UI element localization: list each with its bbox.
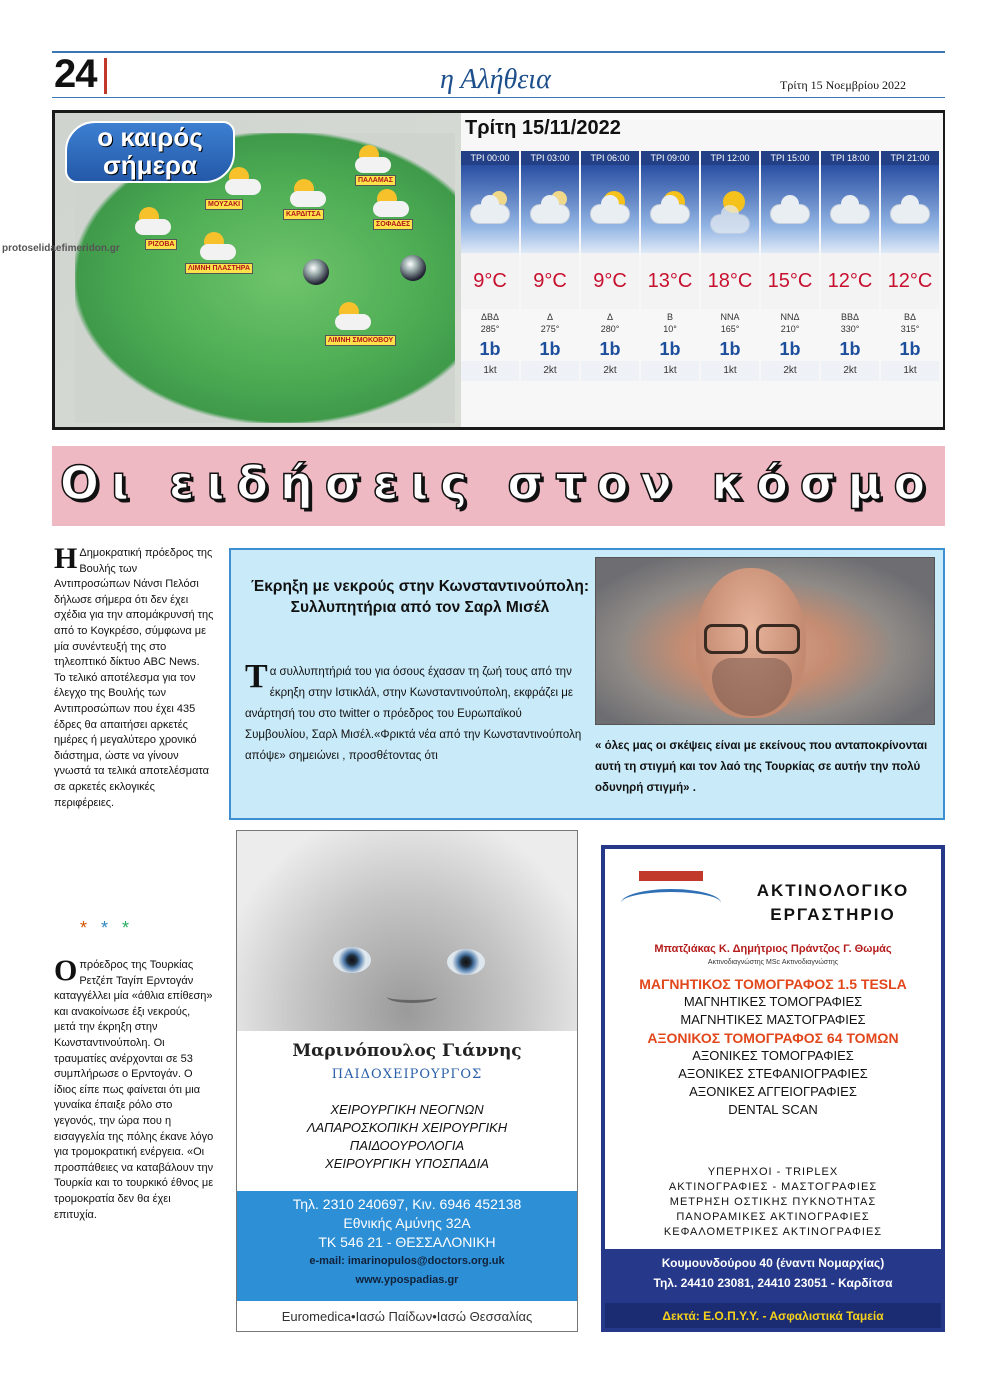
ad-pediatric-surgeon: [236, 830, 578, 1332]
city-label: ΜΟΥΖΑΚΙ: [205, 199, 243, 210]
service-item: ΑΞΟΝΙΚΕΣ ΑΓΓΕΙΟΓΡΑΦΙΕΣ: [689, 1084, 857, 1099]
forecast-sky: [821, 165, 879, 253]
forecast-wind-direction: [821, 309, 879, 337]
forecast-wind-direction: [761, 309, 819, 337]
masthead-logo: η Αλήθεια: [440, 64, 551, 95]
article-erdogan: [54, 954, 214, 1223]
forecast-sky: [461, 165, 519, 253]
forecast-time: ΤΡΙ 03:00: [521, 151, 579, 165]
section-title: Οι ειδήσεις στον κόσμο: [59, 456, 938, 510]
news-headline: Έκρηξη με νεκρούς στην Κωνσταντινούπολη: Συλλυπητήρια από τον Σαρλ Μισέλ: [250, 578, 589, 616]
forecast-column: [641, 151, 699, 427]
news-box: [229, 548, 945, 820]
forecast-knots: 2kt: [761, 361, 819, 381]
wind-direction-degrees: 275°: [540, 324, 560, 334]
doctor-city: ΤΚ 546 21 - ΘΕΣΣΑΛΟΝΙΚΗ: [318, 1234, 496, 1250]
moon-icon: [303, 259, 329, 285]
radiology-phones: Τηλ. 24410 23081, 24410 23051 - Καρδίτσα: [653, 1276, 893, 1290]
forecast-beaufort: 1b: [539, 339, 561, 359]
forecast-knots: 1kt: [701, 361, 759, 381]
wind-direction-degrees: 165°: [720, 324, 740, 334]
weather-map: [55, 113, 461, 427]
header-rule-top: [52, 51, 945, 53]
sun-cloud-icon: [591, 205, 629, 223]
service-item: ΑΞΟΝΙΚΕΣ ΤΟΜΟΓΡΑΦΙΕΣ: [692, 1048, 854, 1063]
wind-direction-degrees: 330°: [840, 324, 860, 334]
radiology-contact: [605, 1249, 941, 1303]
forecast-wind-direction: [881, 309, 939, 337]
radiology-address: Κουμουνδούρου 40 (έναντι Νομαρχίας): [661, 1256, 885, 1270]
forecast-time: ΤΡΙ 18:00: [821, 151, 879, 165]
city-label: ΛΙΜΝΗ ΣΜΟΚΟΒΟΥ: [325, 335, 396, 346]
forecast-time: ΤΡΙ 06:00: [581, 151, 639, 165]
baby-eye: [333, 947, 371, 973]
forecast-column: [521, 151, 579, 427]
wind-direction-label: ΝΝΔ: [780, 312, 800, 322]
service-item: ΜΑΓΝΗΤΙΚΕΣ ΜΑΣΤΟΓΡΑΦΙΕΣ: [680, 1012, 866, 1027]
forecast-time: ΤΡΙ 21:00: [881, 151, 939, 165]
radiology-title-line1: ΑΚΤΙΝΟΛΟΓΙΚΟ: [756, 881, 910, 900]
forecast-beaufort: 1b: [659, 339, 681, 359]
weather-logo: [65, 121, 235, 183]
forecast-column: [881, 151, 939, 427]
forecast-column: [701, 151, 759, 427]
wind-direction-label: ΔΒΔ: [480, 312, 500, 322]
forecast-time: ΤΡΙ 15:00: [761, 151, 819, 165]
forecast-temperature: 12°C: [881, 253, 939, 309]
radiology-services: [605, 975, 941, 1119]
city-label: ΚΑΡΔΙΤΣΑ: [283, 209, 324, 220]
article-text: Δημοκρατική πρόεδρος της Βουλής των Αντιπροσώπων Νάνσι Πελόσι δήλωσε σήμερα ότι δεν έχει σχέδια για την απομάκρυνσή της από το Κογκρέσο, σύμφωνα με μία συνέντευξή της στο τηλεοπτικό δίκτυο ABC News. Το τελικό αποτέλεσμα για τον έλεγχο της Βουλής των Αντιπροσώπων που έχει 435 έδρες θα απαιτήσει αρκετές ημέρες ή μεγαλύτερο χρονικό διάστημα, ώστε να γίνουν γνωστά τα τελικά αποτελέσματα σε αρκετές εκλογικές περιφέρειες.: [54, 547, 214, 809]
forecast-column: [581, 151, 639, 427]
radiology-logo: [621, 871, 721, 923]
cloud-icon: [711, 215, 749, 233]
drop-cap: Η: [54, 542, 78, 575]
issue-date: Τρίτη 15 Νοεμβρίου 2022: [780, 78, 907, 92]
forecast-knots: 1kt: [881, 361, 939, 381]
service-item: ΥΠΕΡΗΧΟΙ - TRIPLEX: [707, 1166, 839, 1178]
doctor-phone: Τηλ. 2310 240697, Κιν. 6946 452138: [292, 1196, 522, 1212]
forecast-time: ΤΡΙ 12:00: [701, 151, 759, 165]
wind-direction-label: Β: [666, 312, 673, 322]
service-item: ΠΑΝΟΡΑΜΙΚΕΣ ΑΚΤΙΝΟΓΡΑΦΙΕΣ: [676, 1211, 870, 1223]
wind-direction-label: ΒΔ: [903, 312, 916, 322]
wind-direction-degrees: 315°: [900, 324, 920, 334]
doctor-name: Μαρινόπουλος Γιάννης: [292, 1041, 522, 1061]
weather-logo-line1: ο καιρός: [97, 122, 203, 152]
news-quote: « όλες μας οι σκέψεις είναι με εκείνους που ανταποκρίνονται αυτή τη στιγμή και τον λαό της Τουρκίας σε αυτήν την πολύ οδυνηρή στιγμή» .: [595, 740, 928, 794]
forecast-knots: 2kt: [821, 361, 879, 381]
service-item: ΚΕΦΑΛΟΜΕΤΡΙΚΕΣ ΑΚΤΙΝΟΓΡΑΦΙΕΣ: [663, 1226, 883, 1238]
service-item: ΧΕΙΡΟΥΡΓΙΚΗ ΝΕΟΓΝΩΝ: [330, 1102, 484, 1117]
forecast-time: ΤΡΙ 00:00: [461, 151, 519, 165]
radiology-doctors: Μπατζιάκας Κ. Δημήτριος Πράντζος Γ. Θωμάς: [654, 943, 892, 955]
ct-heading: ΑΞΟΝΙΚΟΣ ΤΟΜΟΓΡΑΦΟΣ 64 ΤΟΜΩΝ: [647, 1030, 899, 1046]
service-item: ΑΚΤΙΝΟΓΡΑΦΙΕΣ - ΜΑΣΤΟΓΡΑΦΙΕΣ: [668, 1181, 878, 1193]
sun-cloud-icon: [335, 308, 371, 330]
doctor-website: www.ypospadias.gr: [355, 1274, 459, 1286]
forecast-date: Τρίτη 15/11/2022: [465, 117, 621, 139]
service-item: ΜΑΓΝΗΤΙΚΕΣ ΤΟΜΟΓΡΑΦΙΕΣ: [683, 994, 863, 1009]
service-item: DENTAL SCAN: [728, 1102, 818, 1117]
sun-cloud-icon: [373, 195, 409, 217]
baby-mouth: [387, 991, 437, 1003]
forecast-knots: 1kt: [641, 361, 699, 381]
sun-cloud-icon: [225, 173, 261, 195]
doctor-street: Εθνικής Αμύνης 32Α: [343, 1215, 471, 1231]
service-item: ΧΕΙΡΟΥΡΓΙΚΗ ΥΠΟΣΠΑΔΙΑ: [325, 1156, 489, 1171]
service-item: ΠΑΙΔΟΟΥΡΟΛΟΓΙΑ: [349, 1138, 465, 1153]
radiology-other-services: [605, 1165, 941, 1240]
watermark: protoselidaefimeridon.gr: [2, 243, 120, 254]
page-number: 24: [54, 52, 97, 96]
forecast-column: [821, 151, 879, 427]
forecast-beaufort: 1b: [899, 339, 921, 359]
forecast-beaufort: 1b: [599, 339, 621, 359]
forecast-sky: [881, 165, 939, 253]
forecast-wind-direction: [641, 309, 699, 337]
city-label: ΣΟΦΑΔΕΣ: [373, 219, 413, 230]
forecast-temperature: 18°C: [701, 253, 759, 309]
baby-photo: [237, 831, 577, 1031]
forecast-sky: [641, 165, 699, 253]
article-separator: ***: [80, 918, 144, 938]
cloud-icon: [891, 205, 929, 223]
forecast-knots: 2kt: [521, 361, 579, 381]
doctor-contact: [237, 1191, 577, 1301]
section-banner: [52, 446, 945, 526]
forecast-beaufort: 1b: [839, 339, 861, 359]
forecast-temperature: 13°C: [641, 253, 699, 309]
doctor-services: [237, 1101, 577, 1173]
service-item: ΑΞΟΝΙΚΕΣ ΣΤΕΦΑΝΙΟΓΡΑΦΙΕΣ: [678, 1066, 868, 1081]
mri-heading: ΜΑΓΝΗΤΙΚΟΣ ΤΟΜΟΓΡΑΦΟΣ 1.5 TESLA: [639, 976, 907, 992]
drop-cap: Τ: [245, 658, 268, 695]
wind-direction-degrees: 280°: [600, 324, 620, 334]
portrait-glasses: [704, 624, 800, 648]
forecast-sky: [761, 165, 819, 253]
doctor-affiliations: Euromedica•Ιασώ Παίδων•Ιασώ Θεσσαλίας: [281, 1309, 533, 1324]
drop-cap: Ο: [54, 954, 78, 987]
weather-panel: [52, 110, 945, 430]
wind-direction-label: ΒΒΔ: [840, 312, 860, 322]
forecast-knots: 1kt: [461, 361, 519, 381]
forecast-beaufort: 1b: [779, 339, 801, 359]
sun-cloud-icon: [355, 151, 391, 173]
sun-cloud-icon: [651, 205, 689, 223]
article-text: πρόεδρος της Τουρκίας Ρετζέπ Ταγίπ Ερντογάν καταγγέλλει μία «άθλια επίθεση» και ανακοίνωσε έξι νεκρούς, μετά την έκρηξη στην Κωνσταντινούπολη. Οι τραυματίες ανέρχονται σε 53 συμπλήρωσε ο Ερντογάν. Ο ίδιος είπε πως φαίνεται ότι μια γυναίκα έπαιξε ρόλο στο γεγονός, την ώρα που η εισαγγελία της πόλης έκανε λόγο για τρομοκρατική ενέργεια. «Οι προσπάθειες να καταβάλουν την Τουρκία και το τουρκικό έθνος με τρομοκρατία δεν θα έχει επιτυχία.: [54, 959, 214, 1221]
forecast-wind-direction: [461, 309, 519, 337]
radiology-title: [725, 879, 941, 927]
city-label: ΠΑΛΑΜΑΣ: [355, 175, 396, 186]
cloud-icon: [771, 205, 809, 223]
forecast-column: [761, 151, 819, 427]
city-label: ΡΙΖΟΒΑ: [145, 239, 177, 250]
portrait-photo: [595, 557, 935, 725]
sun-cloud-icon: [290, 185, 326, 207]
wind-direction-label: Δ: [606, 312, 613, 322]
forecast-wind-direction: [581, 309, 639, 337]
forecast-column: [461, 151, 519, 427]
radiology-roles: Ακτινοδιαγνώστης MSc Ακτινοδιαγνώστης: [707, 959, 839, 966]
service-item: ΜΕΤΡΗΣΗ ΟΣΤΙΚΗΣ ΠΥΚΝΟΤΗΤΑΣ: [669, 1196, 877, 1208]
weather-logo-line2: σήμερα: [103, 150, 197, 180]
forecast-wind-direction: [521, 309, 579, 337]
forecast-temperature: 12°C: [821, 253, 879, 309]
sun-cloud-icon: [135, 213, 171, 235]
forecast-sky: [521, 165, 579, 253]
news-body-text: α συλλυπητήριά του για όσους έχασαν τη ζωή τους από την έκρηξη στην Ιστικλάλ, στην Κωνσταντινούπολη, εκφράζει με ανάρτησή του στο twitter ο πρόεδρος του Ευρωπαϊκού Συμβουλίου, Σαρλ Μισέλ.«Φρικτά νέα από την Κωνσταντινούπολη απόψε» σημειώνει , προσθέτοντας ότι: [245, 666, 582, 762]
wind-direction-label: Δ: [546, 312, 553, 322]
forecast-temperature: 9°C: [581, 253, 639, 309]
service-item: ΛΑΠΑΡΟΣΚΟΠΙΚΗ ΧΕΙΡΟΥΡΓΙΚΗ: [306, 1120, 508, 1135]
forecast-temperature: 15°C: [761, 253, 819, 309]
forecast-sky: [701, 165, 759, 253]
page-number-accent: [104, 58, 107, 94]
forecast-temperature: 9°C: [521, 253, 579, 309]
wind-direction-degrees: 210°: [780, 324, 800, 334]
radiology-title-line2: ΕΡΓΑΣΤΗΡΙΟ: [770, 905, 896, 924]
forecast-knots: 2kt: [581, 361, 639, 381]
radiology-insurance: Δεκτά: Ε.Ο.Π.Υ.Υ. - Ασφαλιστικά Ταμεία: [605, 1303, 941, 1329]
cloud-moon-icon: [531, 205, 569, 223]
forecast-beaufort: 1b: [719, 339, 741, 359]
forecast-beaufort: 1b: [479, 339, 501, 359]
forecast-sky: [581, 165, 639, 253]
news-body: [245, 658, 583, 767]
wind-direction-degrees: 285°: [480, 324, 500, 334]
article-pelosi: [54, 542, 214, 811]
baby-eye: [447, 949, 485, 975]
forecast-wind-direction: [701, 309, 759, 337]
doctor-email: e-mail: imarinopulos@doctors.org.uk: [309, 1255, 505, 1267]
cloud-moon-icon: [471, 205, 509, 223]
forecast-temperature: 9°C: [461, 253, 519, 309]
wind-direction-degrees: 10°: [663, 324, 677, 334]
doctor-title: ΠΑΙΔΟΧΕΙΡΟΥΡΓΟΣ: [331, 1067, 483, 1082]
ad-radiology-lab: [601, 845, 945, 1332]
header-rule-bottom: [52, 97, 945, 98]
sun-cloud-icon: [200, 238, 236, 260]
wind-direction-label: ΝΝΑ: [720, 312, 740, 322]
city-label: ΛΙΜΝΗ ΠΛΑΣΤΗΡΑ: [185, 263, 253, 274]
forecast-time: ΤΡΙ 09:00: [641, 151, 699, 165]
moon-icon: [400, 255, 426, 281]
forecast-table: [461, 113, 943, 427]
cloud-icon: [831, 205, 869, 223]
